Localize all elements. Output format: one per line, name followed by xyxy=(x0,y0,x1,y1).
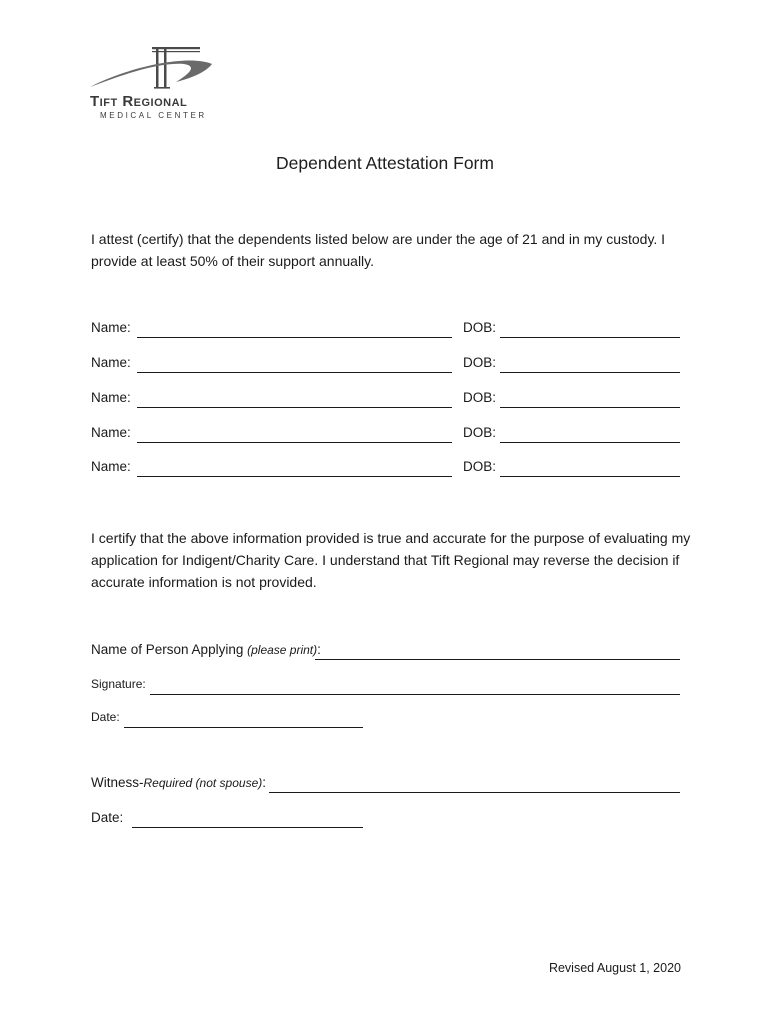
dependent-dob-field[interactable] xyxy=(500,425,680,443)
dob-label: DOB: xyxy=(463,425,497,440)
name-label: Name: xyxy=(91,459,131,474)
dob-label: DOB: xyxy=(463,320,497,335)
dependent-row xyxy=(91,390,681,412)
dependent-name-field[interactable] xyxy=(137,355,452,373)
dependent-name-field[interactable] xyxy=(137,390,452,408)
dependent-row xyxy=(91,320,681,342)
dependent-dob-field[interactable] xyxy=(500,459,680,477)
name-label: Name: xyxy=(91,355,131,370)
dependent-name-field[interactable] xyxy=(137,425,452,443)
revision-date: Revised August 1, 2020 xyxy=(548,961,681,975)
witness-row xyxy=(91,775,681,797)
dependent-row xyxy=(91,459,681,481)
form-title: Dependent Attestation Form xyxy=(276,153,494,173)
attest-statement: I attest (certify) that the dependents listed below are under the age of 21 and in my custody. I provide at least 50% of their support annually. xyxy=(91,231,666,269)
witness-field[interactable] xyxy=(269,775,680,793)
applicant-name-row xyxy=(91,642,681,664)
applicant-name-label: Name of Person Applying xyxy=(91,642,244,657)
dependent-dob-field[interactable] xyxy=(500,390,680,408)
signature-row xyxy=(91,677,681,699)
name-label: Name: xyxy=(91,425,131,440)
logo-subtitle: MEDICAL CENTER xyxy=(100,111,207,120)
logo xyxy=(88,42,218,122)
dob-label: DOB: xyxy=(463,355,497,370)
witness-date-field[interactable] xyxy=(132,810,363,828)
witness-colon: : xyxy=(262,775,267,790)
date-label: Date: xyxy=(91,710,120,724)
applicant-name-colon: : xyxy=(317,642,321,657)
dependent-row xyxy=(91,425,681,447)
applicant-date-field[interactable] xyxy=(124,710,363,728)
name-label: Name: xyxy=(91,390,131,405)
witness-date-label: Date: xyxy=(91,810,124,825)
signature-field[interactable] xyxy=(150,677,680,695)
applicant-date-row xyxy=(91,710,681,732)
witness-date-row xyxy=(91,810,681,832)
dependent-name-field[interactable] xyxy=(137,459,452,477)
dependent-name-field[interactable] xyxy=(137,320,452,338)
logo-name: Tift Regional xyxy=(90,93,188,110)
dependent-dob-field[interactable] xyxy=(500,320,680,338)
applicant-name-hint: (please print) xyxy=(247,643,318,657)
witness-label: Witness- xyxy=(91,775,144,790)
dependent-row xyxy=(91,355,681,377)
dependent-dob-field[interactable] xyxy=(500,355,680,373)
name-label: Name: xyxy=(91,320,131,335)
signature-label: Signature: xyxy=(91,677,146,691)
certify-statement: I certify that the above information provided is true and accurate for the purpose of evaluating my application for Indigent/Charity Care. I understand that Tift Regional may reverse the decision if accurate information is not provided. xyxy=(91,530,691,590)
dob-label: DOB: xyxy=(463,459,497,474)
applicant-name-field[interactable] xyxy=(315,642,680,660)
witness-hint: Required (not spouse) xyxy=(143,776,263,790)
dob-label: DOB: xyxy=(463,390,497,405)
